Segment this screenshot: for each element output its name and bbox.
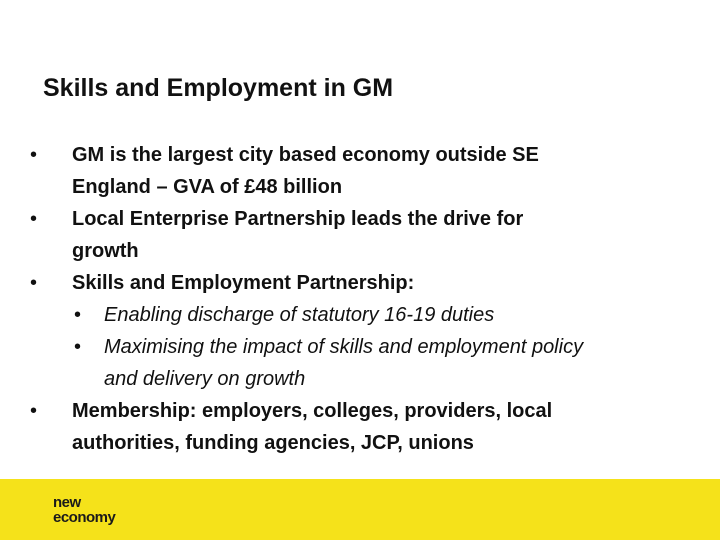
sub-bullet-item — [30, 299, 700, 331]
bullet-text: Local Enterprise Partnership leads the drive for — [72, 208, 524, 230]
sub-bullet-text: Maximising the impact of skills and employment policy — [104, 336, 584, 358]
bullet-text: GM is the largest city based economy outside SE — [72, 144, 539, 166]
bullet-item — [30, 395, 700, 459]
bullet-marker: • — [30, 272, 38, 294]
bullet-text: growth — [72, 240, 139, 262]
bullet-text: Membership: employers, colleges, providers, local — [72, 400, 553, 422]
bullet-text: England – GVA of £48 billion — [72, 176, 343, 198]
bullet-list — [30, 139, 700, 459]
bullet-item — [30, 139, 700, 203]
bullet-item — [30, 267, 700, 299]
logo-line-new: new — [53, 494, 81, 511]
slide-title: Skills and Employment in GM — [43, 74, 394, 102]
sub-bullet-text: Enabling discharge of statutory 16-19 duties — [104, 304, 495, 326]
bullet-marker: • — [74, 336, 82, 358]
bullet-marker: • — [30, 400, 38, 422]
bullet-text: Skills and Employment Partnership: — [72, 272, 415, 294]
bullet-text: authorities, funding agencies, JCP, unions — [72, 432, 474, 454]
sub-bullet-text: and delivery on growth — [104, 368, 306, 390]
bullet-marker: • — [30, 144, 38, 166]
bullet-marker: • — [74, 304, 82, 326]
bullet-item — [30, 203, 700, 267]
sub-bullet-item — [30, 331, 700, 395]
logo-line-economy: economy — [53, 509, 116, 526]
new-economy-logo — [53, 495, 115, 525]
bullet-marker: • — [30, 208, 38, 230]
